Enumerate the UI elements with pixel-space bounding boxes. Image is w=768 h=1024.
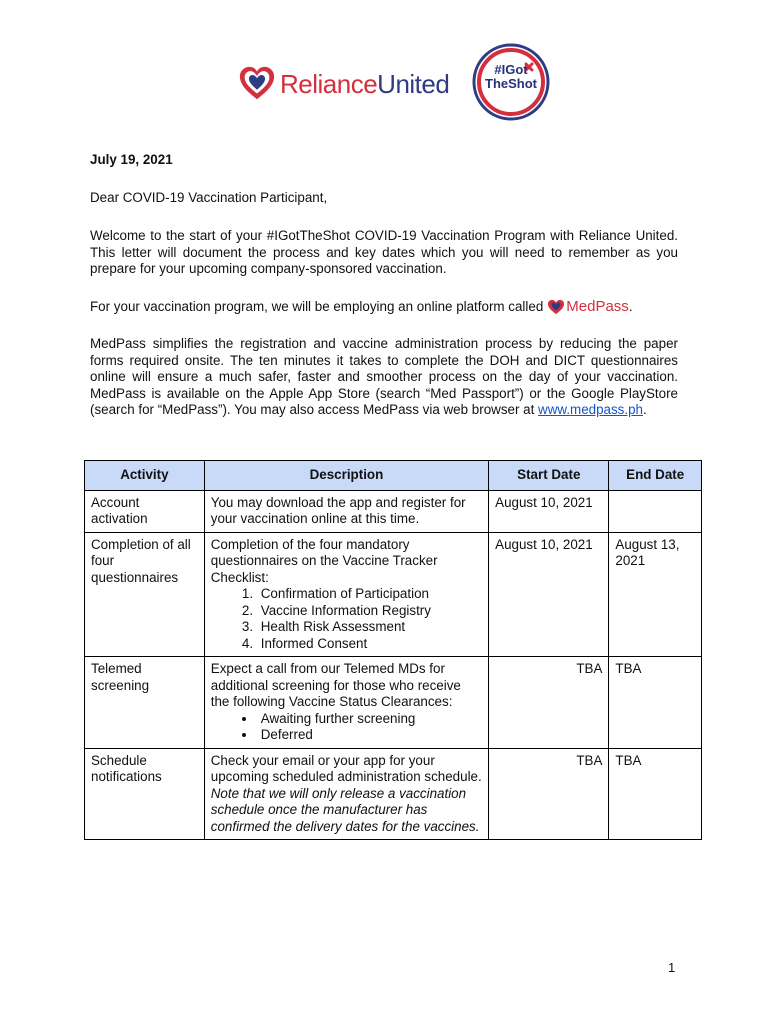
page-number: 1 — [668, 960, 676, 975]
medpass-paragraph: MedPass simplifies the registration and vaccine administration process by reducing the paper forms required onsite. The ten minutes it takes to complete the DOH and DICT questionnaires online will ensure a much safer, faster and smoother process on the day of your vaccination. MedPass is available on the Apple App Store (search “Med Passport”) or the Google PlayStore (search for “MedPass”). You may also access MedPass via web browser at www.medpass.ph. — [90, 336, 678, 418]
description-cell: Completion of the four mandatory questionnaires on the Vaccine Tracker Checklist: 1. Confirmation of Participation 2. Vaccine Information Registry 3. Health Risk Assessment 4. Informed Consent — [204, 532, 488, 657]
list-item: • Deferred — [257, 727, 482, 744]
table-row — [85, 490, 702, 532]
header-end-date: End Date — [609, 461, 702, 491]
end-date-cell — [609, 490, 702, 532]
medpass-heart-icon — [547, 299, 565, 315]
start-date-cell: TBA — [489, 657, 609, 749]
description-cell: You may download the app and register for your vaccination online at this time. — [204, 490, 488, 532]
activity-cell: Completion of all four questionnaires — [85, 532, 205, 657]
delivery-note: Note that we will only release a vaccination schedule once the manufacturer has confirmed the delivery dates for the vaccines. — [210, 785, 480, 834]
header-description: Description — [204, 461, 488, 491]
reliance-united-logo — [238, 64, 449, 104]
description-cell: Expect a call from our Telemed MDs for additional screening for those who receive the following Vaccine Status Clearances: • Awaiting further screening • Deferred — [204, 657, 488, 749]
schedule-table — [84, 460, 702, 840]
letter-body — [90, 148, 678, 440]
description-cell: Check your email or your app for your upcoming scheduled administration schedule. Note that we will only release a vaccination schedule once the manufacturer has confirmed the delivery dates for the vaccines. — [204, 748, 488, 840]
intro-paragraph: Welcome to the start of your #IGotTheShot COVID-19 Vaccination Program with Reliance United. This letter will document the process and key dates which you will need to remember as you prepare for your upcoming company-sponsored vaccination. — [90, 228, 678, 276]
table-row — [85, 748, 702, 840]
questionnaire-list — [211, 586, 482, 652]
activity-cell: Schedule notifications — [85, 748, 205, 840]
start-date-cell: TBA — [489, 748, 609, 840]
activity-cell: Account activation — [85, 490, 205, 532]
platform-paragraph: For your vaccination program, we will be employing an online platform called MedPass . — [90, 297, 633, 315]
badge-text: #IGot TheShot — [485, 62, 537, 91]
greeting: Dear COVID-19 Vaccination Participant, — [90, 189, 328, 205]
table-header-row — [85, 461, 702, 491]
end-date-cell: TBA — [609, 748, 702, 840]
end-date-cell: TBA — [609, 657, 702, 749]
medpass-link[interactable]: www.medpass.ph — [538, 402, 643, 418]
header-start-date: Start Date — [489, 461, 609, 491]
clearance-list — [211, 711, 482, 744]
start-date-cell: August 10, 2021 — [489, 490, 609, 532]
end-date-cell: August 13, 2021 — [609, 532, 702, 657]
list-item: 4. Informed Consent — [257, 636, 482, 653]
activity-cell: Telemed screening — [85, 657, 205, 749]
list-item: 3. Health Risk Assessment — [257, 619, 482, 636]
heart-logo-icon — [238, 65, 276, 103]
table-row — [85, 657, 702, 749]
medpass-logo: MedPass — [547, 299, 629, 316]
start-date-cell: August 10, 2021 — [489, 532, 609, 657]
brand-name: RelianceUnited — [280, 69, 450, 99]
table-row — [85, 532, 702, 657]
letterhead — [0, 0, 768, 140]
header-activity: Activity — [85, 461, 205, 491]
list-item: 2. Vaccine Information Registry — [257, 603, 482, 620]
letter-date: July 19, 2021 — [90, 152, 173, 167]
list-item: 1. Confirmation of Participation — [257, 586, 482, 603]
list-item: • Awaiting further screening — [257, 711, 482, 728]
